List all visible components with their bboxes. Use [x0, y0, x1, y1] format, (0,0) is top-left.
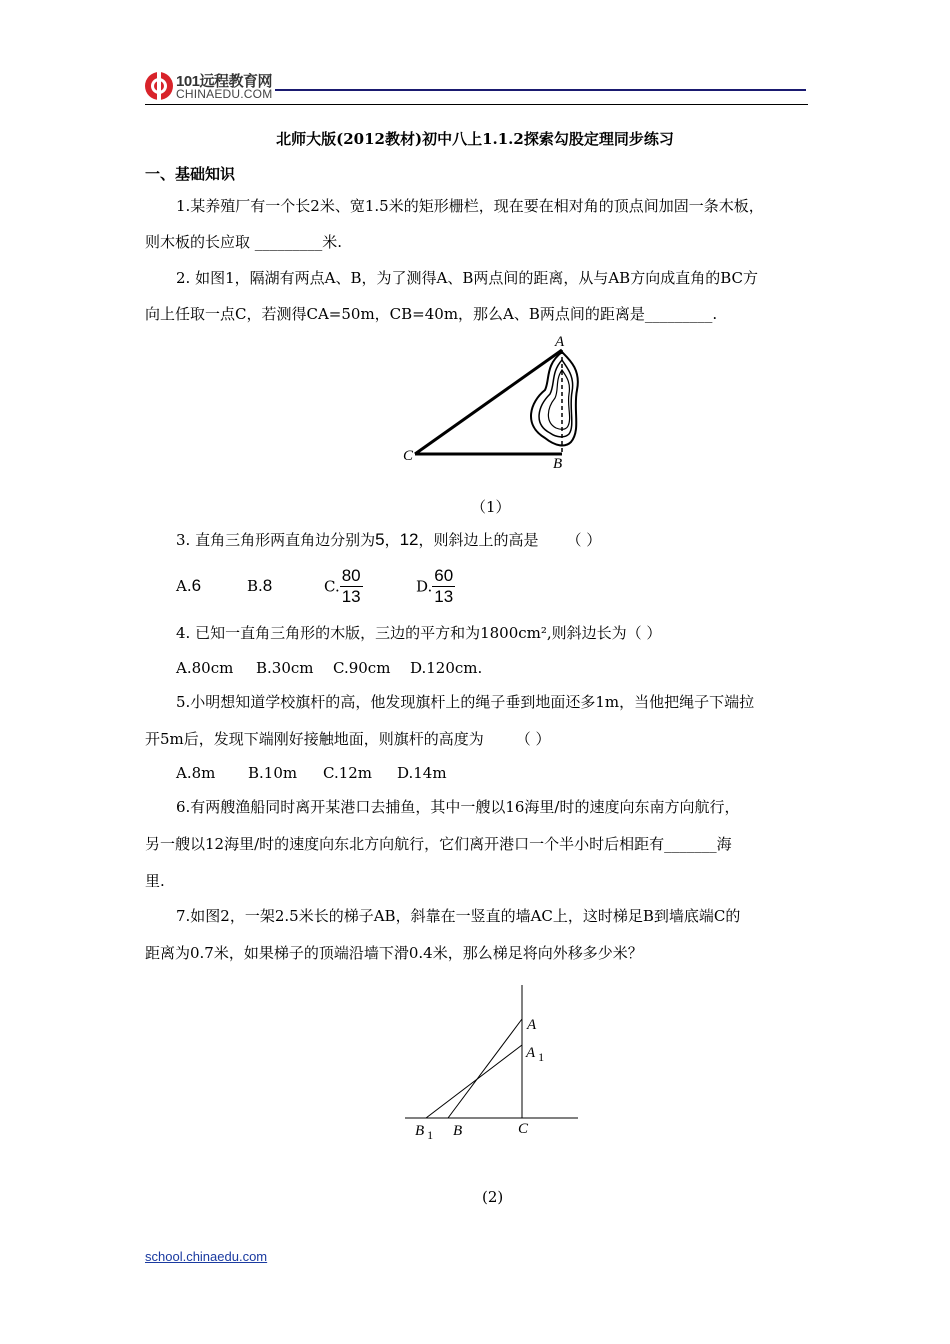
q3-option-a: A.6 [176, 576, 202, 595]
fig2-label-a: A [527, 1017, 537, 1033]
figure-2 [400, 985, 585, 1150]
figure-1 [395, 330, 585, 475]
logo-text-en: CHINAEDU.COM [176, 87, 273, 101]
fig2-label-b: B [453, 1123, 463, 1139]
q3-sep: ， [384, 531, 400, 549]
q3-option-d: D. $\frac{60}{13}$ [416, 566, 454, 606]
fig1-label-a: A [555, 334, 565, 350]
header-rule [145, 104, 808, 105]
q1-line2: 则木板的长应取 _________米. [145, 233, 343, 251]
fig2-label-b1: B $_1$ [415, 1123, 434, 1142]
footer-link[interactable]: school.chinaedu.com [145, 1249, 268, 1264]
q3-a: 5 [375, 530, 385, 549]
logo-icon [143, 70, 175, 102]
q5-option-a: A.8m [176, 764, 216, 782]
q3-suffix: ，则斜边上的高是 [418, 531, 539, 549]
q3-prefix: 3. 直角三角形两直角边分别为 [176, 531, 376, 549]
q5-paren: （ ） [515, 730, 551, 748]
q2-line1: 2. 如图1，隔湖有两点A、B，为了测得A、B两点间的距离，从与AB方向成直角的BC方 [176, 269, 758, 287]
section-heading: 一、基础知识 [145, 165, 236, 183]
q7-line1: 7.如图2，一架2.5米长的梯子AB，斜靠在一竖直的墙AC上，这时梯足B到墙底端C的 [176, 907, 741, 925]
figure-2-caption: (2) [482, 1188, 504, 1206]
header-bar [275, 89, 806, 91]
q6-line1: 6.有两艘渔船同时离开某港口去捕鱼，其中一艘以16海里/时的速度向东南方向航行， [176, 798, 740, 816]
q4-option-d: D.120cm. [410, 659, 483, 677]
fig2-ladder-a1b1 [426, 1045, 522, 1118]
q5-line2: 开5m后，发现下端刚好接触地面，则旗杆的高度为 （ ） [145, 730, 551, 748]
q5-line1: 5.小明想知道学校旗杆的高，他发现旗杆上的绳子垂到地面还多1m，当他把绳子下端拉 [176, 693, 755, 711]
q5-option-d: D.14m [397, 764, 447, 782]
fig1-label-b: B [553, 456, 563, 472]
q4-option-c: C.90cm [333, 659, 391, 677]
fig1-label-c: C [403, 448, 414, 464]
q5-option-c: C.12m [323, 764, 373, 782]
q6-line2: 另一艘以12海里/时的速度向东北方向航行，它们离开港口一个半小时后相距有_______海 [145, 835, 732, 853]
q3-paren: （ ） [566, 531, 602, 549]
q3-option-c: C. $\frac{80}{13}$ [324, 566, 361, 606]
q4-option-b: B.30cm [256, 659, 314, 677]
q5-option-b: B.10m [248, 764, 298, 782]
q3-option-b: B.8 [247, 576, 273, 595]
q1-line1: 1.某养殖厂有一个长2米、宽1.5米的矩形栅栏，现在要在相对角的顶点间加固一条木板， [176, 197, 764, 215]
fig1-lake-middle [539, 360, 573, 437]
fig1-line-ca [415, 350, 562, 454]
q2-line2: 向上任取一点C，若测得CA=50m，CB=40m，那么A、B两点间的距离是_________. [145, 305, 718, 323]
logo-text-cn: 101远程教育网 [176, 73, 273, 90]
q3-b: 12 [399, 530, 419, 549]
q7-line2: 距离为0.7米，如果梯子的顶端沿墙下滑0.4米，那么梯足将向外移多少米？ [145, 944, 643, 962]
fig2-label-c: C [518, 1121, 529, 1137]
figure-1-caption: （1） [471, 498, 511, 516]
fig2-ladder-ab [448, 1019, 522, 1118]
q4-line: 4. 已知一直角三角形的木版，三边的平方和为1800cm²,则斜边长为（ ） [176, 624, 662, 642]
q4-option-a: A.80cm [176, 659, 234, 677]
q6-line3: 里. [145, 872, 165, 890]
q3-line [176, 530, 601, 550]
page-title: 北师大版(2012教材)初中八上1.1.2探索勾股定理同步练习 [276, 130, 674, 148]
fig1-lake-inner [548, 370, 569, 429]
fig2-label-a1: A $_1$ [526, 1045, 545, 1064]
